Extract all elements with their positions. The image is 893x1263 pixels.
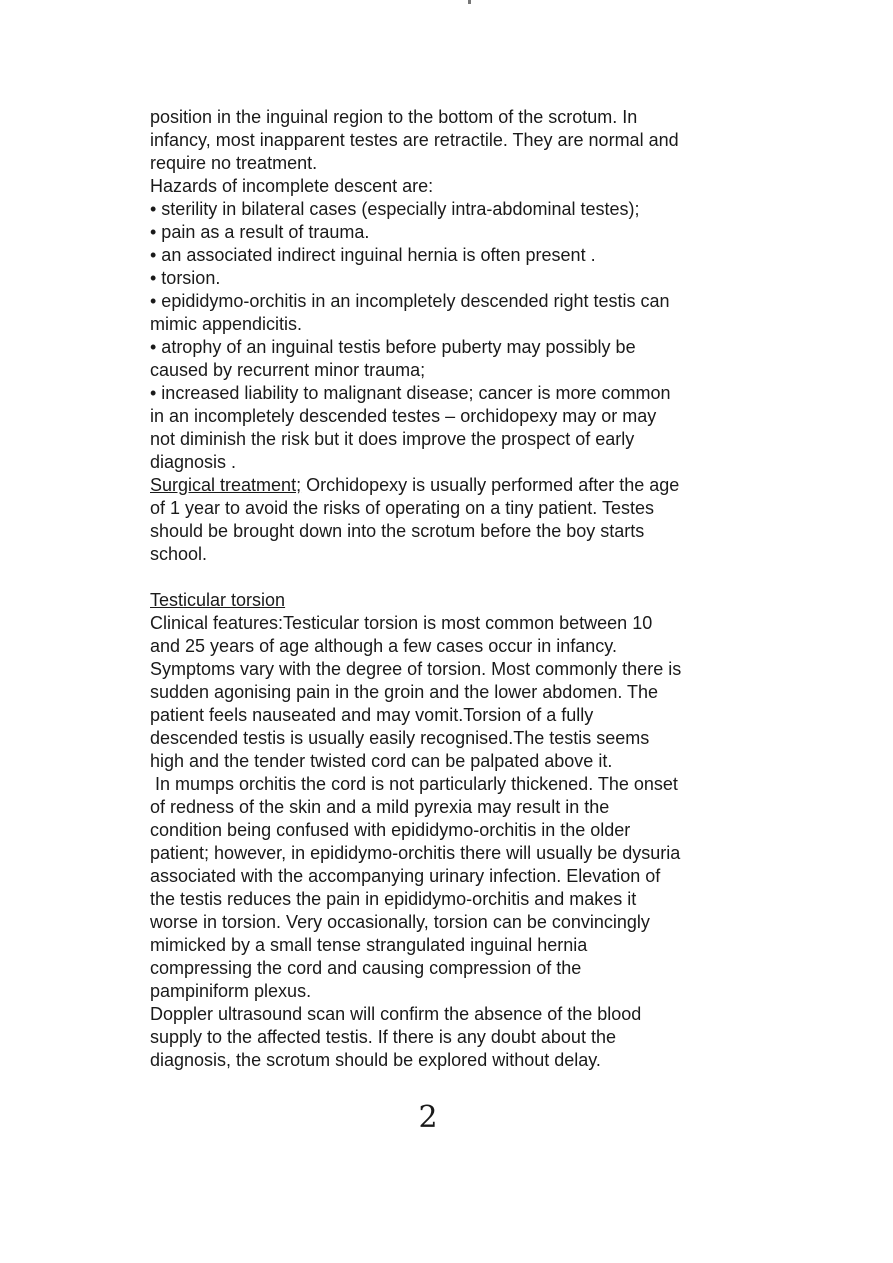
section-surgical-treatment	[150, 474, 750, 566]
body-line: and 25 years of age although a few cases occur in infancy.	[150, 636, 617, 656]
body-line: of 1 year to avoid the risks of operating on a tiny patient. Testes	[150, 498, 654, 518]
section-testicular-torsion	[150, 589, 750, 1072]
body-line: position in the inguinal region to the bottom of the scrotum. In	[150, 107, 638, 127]
body-line: diagnosis .	[150, 452, 237, 472]
body-line: mimic appendicitis.	[150, 314, 303, 334]
document-body	[150, 106, 750, 1072]
scan-artifact	[468, 0, 471, 4]
surgical-first-line	[150, 474, 750, 497]
body-line: patient feels nauseated and may vomit.Torsion of a fully	[150, 705, 594, 725]
bullet-item: • increased liability to malignant disease; cancer is more common	[150, 383, 671, 403]
testicular-torsion-heading: Testicular torsion	[150, 590, 286, 610]
body-line: condition being confused with epididymo-orchitis in the older	[150, 820, 631, 840]
body-line: require no treatment.	[150, 153, 318, 173]
body-line: compressing the cord and causing compression of the	[150, 958, 582, 978]
body-line: associated with the accompanying urinary infection. Elevation of	[150, 866, 661, 886]
body-line: not diminish the risk but it does improve the prospect of early	[150, 429, 635, 449]
paragraph-gap	[150, 566, 750, 589]
body-line: of redness of the skin and a mild pyrexia may result in the	[150, 797, 610, 817]
bullet-item: • atrophy of an inguinal testis before puberty may possibly be	[150, 337, 636, 357]
body-line: Doppler ultrasound scan will confirm the absence of the blood	[150, 1004, 642, 1024]
body-line: mimicked by a small tense strangulated inguinal hernia	[150, 935, 588, 955]
bullet-item: • an associated indirect inguinal hernia is often present .	[150, 245, 596, 265]
bullet-item: • sterility in bilateral cases (especially intra-abdominal testes);	[150, 199, 640, 219]
body-line: pampiniform plexus.	[150, 981, 312, 1001]
body-line: caused by recurrent minor trauma;	[150, 360, 426, 380]
body-line: worse in torsion. Very occasionally, torsion can be convincingly	[150, 912, 650, 932]
bullet-item: • pain as a result of trauma.	[150, 222, 370, 242]
page-number: 2	[418, 1100, 438, 1135]
body-line: patient; however, in epididymo-orchitis there will usually be dysuria	[150, 843, 681, 863]
section-undescended-testis	[150, 106, 750, 474]
bullet-item: • torsion.	[150, 268, 221, 288]
body-line: school.	[150, 544, 208, 564]
body-line: supply to the affected testis. If there is any doubt about the	[150, 1027, 616, 1047]
surgical-treatment-heading: Surgical treatment;	[150, 475, 302, 495]
body-line: In mumps orchitis the cord is not particularly thickened. The onset	[150, 774, 678, 794]
body-line: should be brought down into the scrotum before the boy starts	[150, 521, 645, 541]
body-line: high and the tender twisted cord can be palpated above it.	[150, 751, 613, 771]
body-line: infancy, most inapparent testes are retractile. They are normal and	[150, 130, 679, 150]
body-line: diagnosis, the scrotum should be explored without delay.	[150, 1050, 601, 1070]
surgical-first-line-text: Orchidopexy is usually performed after the age	[301, 475, 680, 495]
body-line: descended testis is usually easily recognised.The testis seems	[150, 728, 650, 748]
body-line: sudden agonising pain in the groin and the lower abdomen. The	[150, 682, 659, 702]
body-line: Clinical features:Testicular torsion is most common between 10	[150, 613, 653, 633]
bullet-item: • epididymo-orchitis in an incompletely descended right testis can	[150, 291, 670, 311]
body-line: the testis reduces the pain in epididymo-orchitis and makes it	[150, 889, 637, 909]
hazards-heading: Hazards of incomplete descent are:	[150, 176, 434, 196]
body-line: Symptoms vary with the degree of torsion. Most commonly there is	[150, 659, 682, 679]
body-line: in an incompletely descended testes – orchidopexy may or may	[150, 406, 657, 426]
